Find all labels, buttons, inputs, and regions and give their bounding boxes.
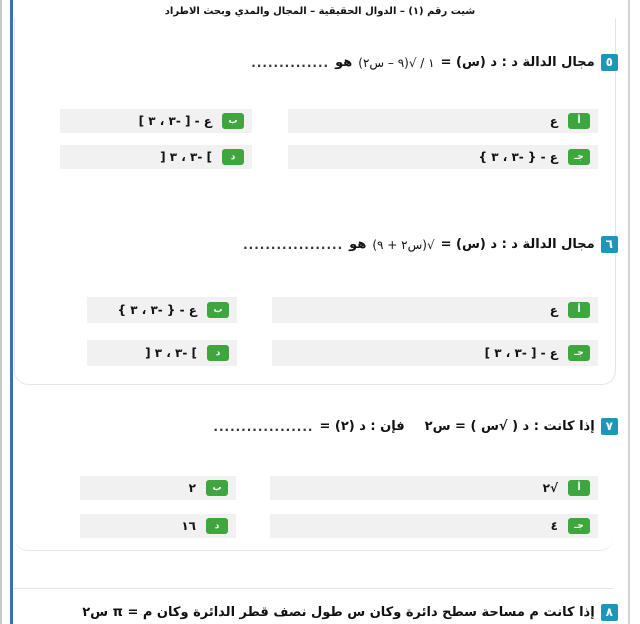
question-5-suffix: هو bbox=[335, 55, 353, 70]
question-5-expression: ١ / √(٩ – س٢) bbox=[358, 55, 435, 70]
option-text: ع - [ -٣ ، ٣ ] bbox=[484, 346, 558, 360]
question-8-prompt: إذا كانت م مساحة سطح دائرة وكان س طول نصف قطر الدائرة وكان م = π س٢ bbox=[82, 605, 595, 620]
question-8-number: ٨ bbox=[601, 604, 618, 621]
option-text: ٤ bbox=[550, 519, 558, 533]
question-5-prompt: مجال الدالة د : د (س) = bbox=[440, 55, 595, 70]
question-5-blank: .............. bbox=[251, 55, 330, 70]
option-letter-badge: جـ bbox=[568, 149, 590, 165]
questions-card bbox=[14, 18, 616, 385]
question-8-header bbox=[82, 604, 618, 621]
question-5-number: ٥ bbox=[601, 54, 618, 71]
page-border-blue bbox=[10, 0, 13, 624]
page-edge-left bbox=[0, 0, 2, 624]
option-text: ع bbox=[549, 303, 558, 317]
option-letter-badge: د bbox=[206, 518, 228, 534]
question-7-suffix: فإن : د (٢) = bbox=[319, 419, 405, 434]
question-6-header bbox=[243, 236, 618, 253]
option-letter-badge: جـ bbox=[568, 345, 590, 361]
option-text: ع - { -٣ ، ٣ } bbox=[117, 303, 197, 317]
option-letter-badge: أ bbox=[568, 302, 590, 318]
question-6-option-c[interactable] bbox=[272, 340, 598, 366]
option-letter-badge: أ bbox=[568, 480, 590, 496]
question-5-option-c[interactable] bbox=[288, 145, 598, 169]
question-7-header bbox=[213, 418, 618, 435]
option-letter-badge: أ bbox=[568, 113, 590, 129]
question-7-prompt: إذا كانت : د ( √س ) = س٢ bbox=[424, 419, 595, 434]
question-7-option-a[interactable] bbox=[270, 476, 598, 500]
question-6-option-b[interactable] bbox=[87, 297, 237, 323]
question-5-option-b[interactable] bbox=[60, 109, 252, 133]
option-text: ٢ bbox=[188, 481, 196, 495]
option-text: ] -٣ ، ٣ [ bbox=[160, 150, 212, 164]
option-letter-badge: د bbox=[207, 345, 229, 361]
question-5-option-d[interactable] bbox=[60, 145, 252, 169]
option-text: ١٦ bbox=[181, 519, 196, 533]
option-text: ع - { -٣ ، ٣ } bbox=[478, 150, 558, 164]
question-5-option-a[interactable] bbox=[288, 109, 598, 133]
sheet-title: شيت رقم (١) – الدوال الحقيقية – المجال والمدي وبحث الاطراد bbox=[164, 6, 476, 17]
option-letter-badge: ب bbox=[206, 480, 228, 496]
page-edge-right bbox=[628, 0, 630, 624]
question-7-option-b[interactable] bbox=[80, 476, 236, 500]
question-6-option-a[interactable] bbox=[272, 297, 598, 323]
question-7-number: ٧ bbox=[601, 418, 618, 435]
option-text: √٢ bbox=[542, 481, 558, 495]
question-7-option-c[interactable] bbox=[270, 514, 598, 538]
question-7-option-d[interactable] bbox=[80, 514, 236, 538]
question-6-prompt: مجال الدالة د : د (س) = bbox=[440, 237, 595, 252]
option-text: ع - [ -٣ ، ٣ ] bbox=[138, 114, 212, 128]
option-letter-badge: ب bbox=[207, 302, 229, 318]
question-6-option-d[interactable] bbox=[87, 340, 237, 366]
option-text: ع bbox=[549, 114, 558, 128]
option-letter-badge: جـ bbox=[568, 518, 590, 534]
question-6-expression: √(س٢ + ٩) bbox=[372, 237, 435, 252]
question-7-blank: .................. bbox=[213, 419, 314, 434]
option-text: ] -٣ ، ٣ [ bbox=[145, 346, 197, 360]
option-letter-badge: د bbox=[222, 149, 244, 165]
question-5-header bbox=[251, 54, 618, 71]
question-6-suffix: هو bbox=[349, 237, 367, 252]
question-6-blank: .................. bbox=[243, 237, 344, 252]
option-letter-badge: ب bbox=[222, 113, 244, 129]
question-6-number: ٦ bbox=[601, 236, 618, 253]
section-divider bbox=[14, 588, 614, 589]
